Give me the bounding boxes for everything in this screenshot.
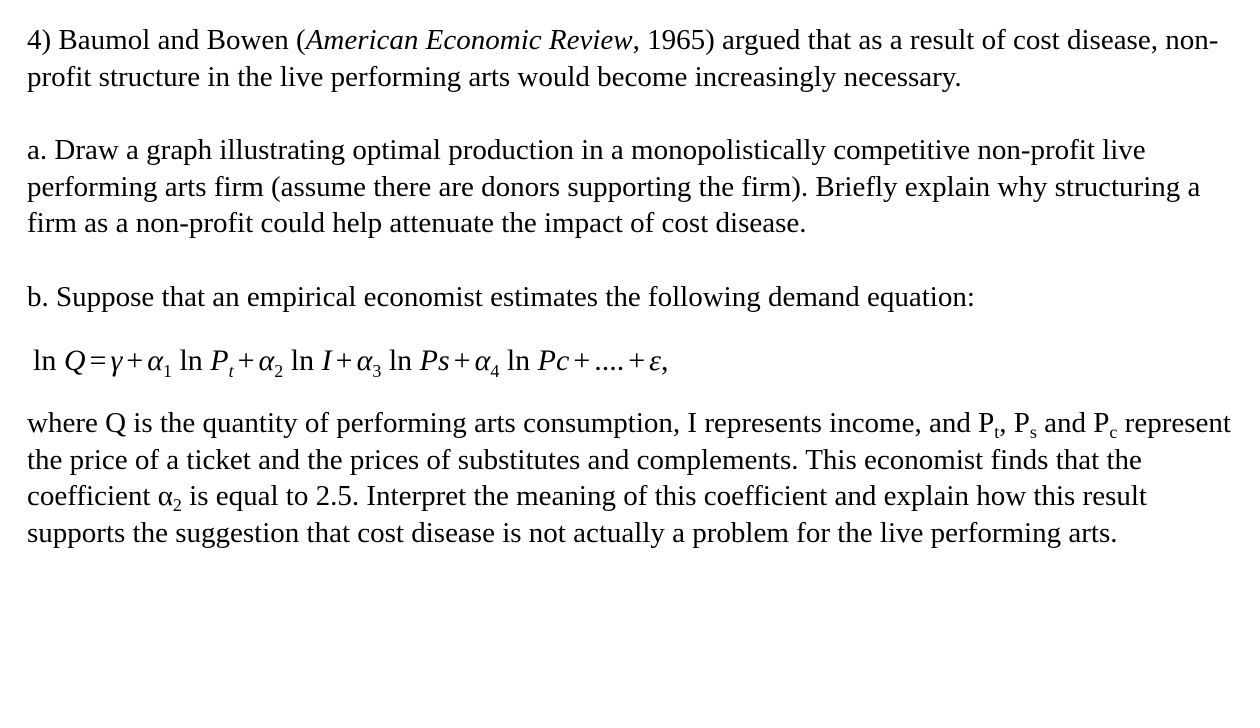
question-number: 4) bbox=[27, 24, 52, 56]
intro-text-start: Baumol and Bowen ( bbox=[58, 24, 306, 56]
part-b-explanation: where Q is the quantity of performing arts consumption, I represents income, and $P_t$, $P_s$ and $P_c$ represent the price of a ticket and the prices of substitutes and complements. This economist finds that the coefficient $\alpha_2$ is equal to 2.5. Interpret the meaning of this coefficient and explain how this result supports the suggestion that cost disease is not actually a problem for the live performing arts. bbox=[27, 407, 1231, 549]
document-page bbox=[27, 22, 1237, 551]
part-b-intro: b. Suppose that an empirical economist estimates the following demand equation: bbox=[27, 280, 975, 313]
demand-equation: $\ln Q = \gamma + \alpha_1$ $\ln P_t + \alpha_2$ $\ln I + \alpha_3$ $\ln Ps + \alpha_4$ ln Pc + .... + ε, bbox=[33, 344, 669, 381]
part-a-text: a. Draw a graph illustrating optimal production in a monopolistically competitive non-profit live performing arts firm (assume there are donors supporting the firm). Briefly explain why structuring a firm as a non-profit could help attenuate the impact of cost disease. bbox=[27, 134, 1201, 239]
question-intro bbox=[27, 22, 1237, 95]
journal-name: American Economic Review bbox=[305, 24, 633, 56]
intro-text-end: , 1965) argued that as a result of cost disease, non-profit structure in the live performing arts would become increasingly necessary. bbox=[27, 24, 1219, 93]
